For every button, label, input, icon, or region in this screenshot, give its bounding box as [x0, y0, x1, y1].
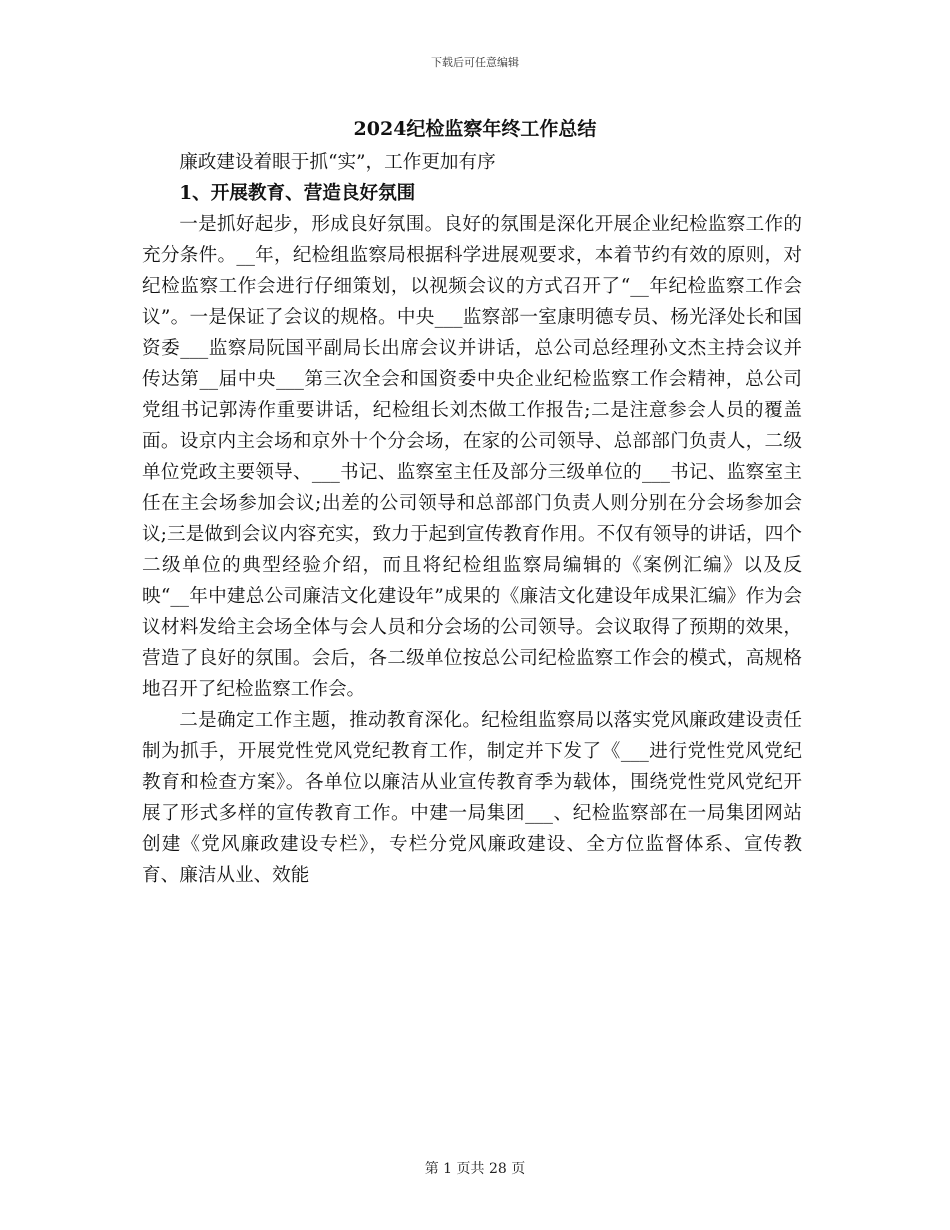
body-paragraph: 一是抓好起步，形成良好氛围。良好的氛围是深化开展企业纪检监察工作的充分条件。__年，纪检组监察局根据科学进展观要求，本着节约有效的原则，对纪检监察工作会进行仔细策划，以视频会议的方式召开了“__年纪检监察工作会议”。一是保证了会议的规格。中央___监察部一室康明德专员、杨光泽处长和国资委___监察局阮国平副局长出席会议并讲话，总公司总经理孙文杰主持会议并传达第__届中央___第三次全会和国资委中央企业纪检监察工作会精神，总公司党组书记郭涛作重要讲话，纪检组长刘杰做工作报告;二是注意参会人员的覆盖面。设京内主会场和京外十个分会场，在家的公司领导、总部部门负责人，二级单位党政主要领导、___书记、监察室主任及部分三级单位的___书记、监察室主任在主会场参加会议;出差的公司领导和总部部门负责人则分别在分会场参加会议;三是做到会议内容充实，致力于起到宣传教育作用。不仅有领导的讲话，四个二级单位的典型经验介绍，而且将纪检组监察局编辑的《案例汇编》以及反映“__年中建总公司廉洁文化建设年”成果的《廉洁文化建设年成果汇编》作为会议材料发给主会场全体与会人员和分会场的公司领导。会议取得了预期的效果，营造了良好的氛围。会后，各二级单位按总公司纪检监察工作会的模式，高规格地召开了纪检监察工作会。: [142, 214, 802, 700]
page-header-note: 下载后可任意编辑: [431, 56, 519, 69]
page-number-footer: 第 1 页共 28 页: [424, 1161, 526, 1177]
document-body: [142, 147, 802, 891]
subtitle-paragraph: 廉政建设着眼于抓“实”，工作更加有序: [179, 152, 496, 173]
section-heading: 1、开展教育、营造良好氛围: [179, 183, 416, 204]
body-paragraph: 二是确定工作主题，推动教育深化。纪检组监察局以落实党风廉政建设责任制为抓手，开展党性党风党纪教育工作，制定并下发了《___进行党性党风党纪教育和检查方案》。各单位以廉洁从业宣传教育季为载体，围绕党性党风党纪开展了形式多样的宣传教育工作。中建一局集团___、纪检监察部在一局集团网站创建《党风廉政建设专栏》，专栏分党风廉政建设、全方位监督体系、宣传教育、廉洁从业、效能: [142, 710, 802, 886]
document-title: 2024纪检监察年终工作总结: [353, 118, 597, 140]
